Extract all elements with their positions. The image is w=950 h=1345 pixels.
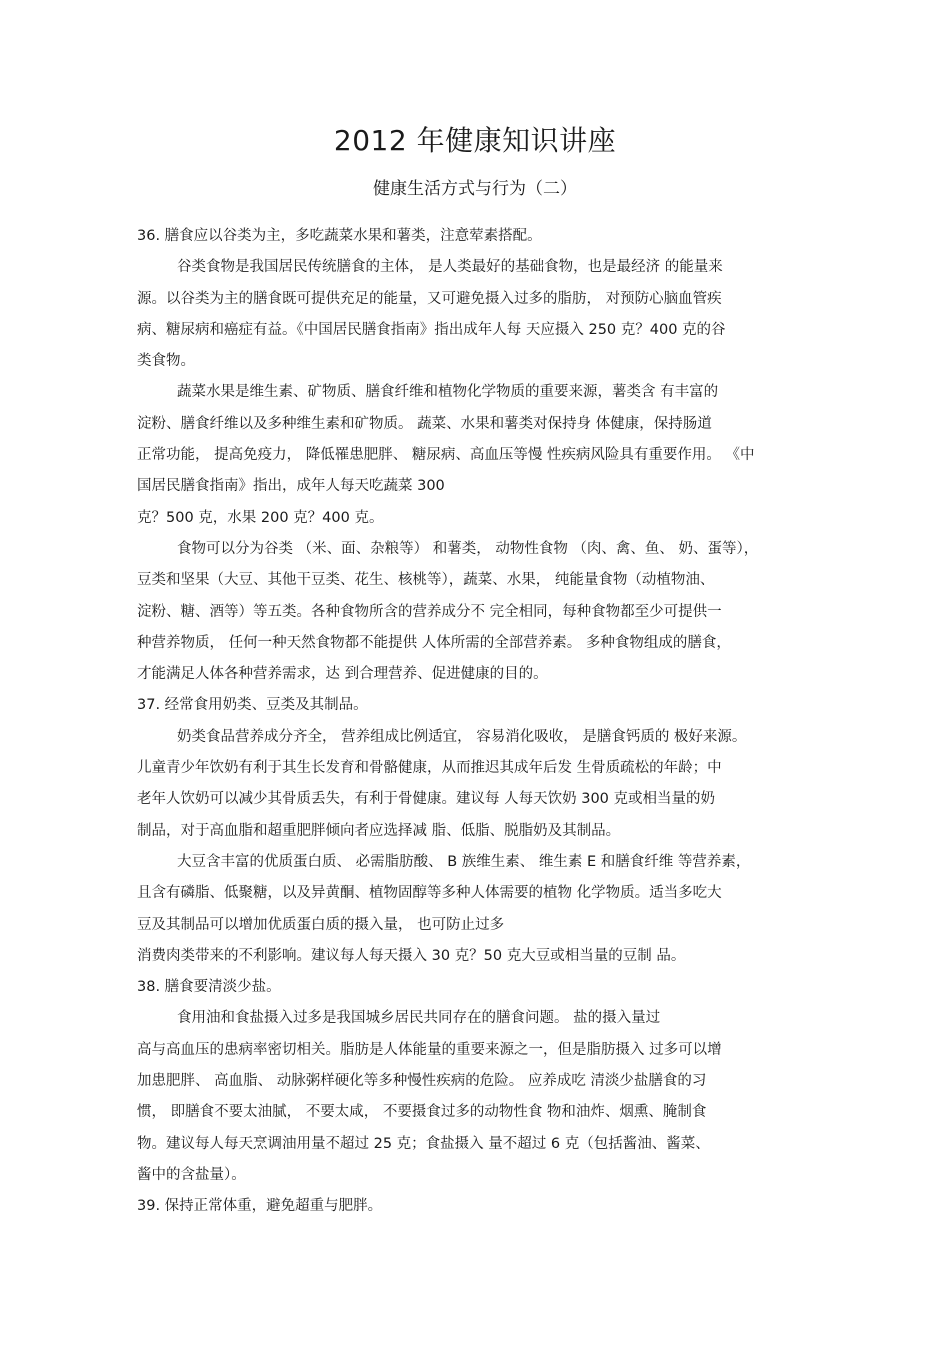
text-line: 种营养物质， 任何一种天然食物都不能提供 人体所需的全部营养素。 多种食物组成的膳食， (137, 634, 731, 651)
text-line: 制品，对于高血脂和超重肥胖倾向者应选择减 脂、低脂、脱脂奶及其制品。 (137, 822, 621, 839)
text-line: 食物可以分为谷类 （米、面、杂粮等） 和薯类， 动物性食物 （肉、禽、鱼、 奶、蛋等）， (177, 540, 759, 557)
text-line: 豆类和坚果（大豆、其他干豆类、花生、核桃等），蔬菜、水果， 纯能量食物（动植物油、 (137, 572, 715, 589)
text-line: 才能满足人体各种营养需求，达 到合理营养、促进健康的目的。 (137, 666, 548, 683)
text-line: 消费肉类带来的不利影响。建议每人每天摄入 30 克？50 克大豆或相当量的豆制 品。 (137, 947, 686, 964)
text-line: 且含有磷脂、低聚糖，以及异黄酮、植物固醇等多种人体需要的植物 化学物质。适当多吃大 (137, 885, 722, 902)
text-line: 加患肥胖、 高血脂、 动脉粥样硬化等多种慢性疾病的危险。 应养成吃 清淡少盐膳食的习 (137, 1073, 707, 1090)
text-line: 酱中的含盐量）。 (137, 1166, 246, 1183)
document-title: 2012 年健康知识讲座 (333, 124, 617, 157)
text-line: 奶类食品营养成分齐全， 营养组成比例适宜， 容易消化吸收， 是膳食钙质的 极好来源。 (177, 728, 747, 745)
text-line: 淀粉、糖、酒等）等五类。各种食物所含的营养成分不 完全相同，每种食物都至少可提供一 (137, 603, 722, 620)
text-line: 豆及其制品可以增加优质蛋白质的摄入量， 也可防止过多 (137, 916, 505, 933)
text-line: 老年人饮奶可以减少其骨质丢失，有利于骨健康。建议每 人每天饮奶 300 克或相当量的奶 (137, 791, 715, 808)
text-line: 儿童青少年饮奶有利于其生长发育和骨骼健康，从而推迟其成年后发 生骨质疏松的年龄；中 (137, 760, 722, 777)
document-body (137, 221, 817, 1223)
text-line: 高与高血压的患病率密切相关。脂肪是人体能量的重要来源之一，但是脂肪摄入 过多可以增 (137, 1041, 722, 1058)
text-line: 36. 膳食应以谷类为主，多吃蔬菜水果和薯类，注意荤素搭配。 (137, 228, 542, 244)
text-line: 淀粉、膳食纤维以及多种维生素和矿物质。 蔬菜、水果和薯类对保持身 体健康，保持肠道 (137, 415, 712, 432)
text-line: 谷类食物是我国居民传统膳食的主体， 是人类最好的基础食物，也是最经济 的能量来 (177, 259, 723, 276)
text-line: 克？500 克，水果 200 克？400 克。 (137, 509, 384, 526)
text-line: 蔬菜水果是维生素、矿物质、膳食纤维和植物化学物质的重要来源，薯类含 有丰富的 (177, 384, 719, 401)
text-line: 正常功能， 提高免疫力， 降低罹患肥胖、 糖尿病、高血压等慢 性疾病风险具有重要作用。 《中 (137, 447, 755, 464)
text-line: 国居民膳食指南》指出，成年人每天吃蔬菜 300 (137, 478, 445, 495)
text-line: 物。建议每人每天烹调油用量不超过 25 克；食盐摄入 量不超过 6 克（包括酱油、酱菜、 (137, 1135, 710, 1152)
text-line: 病、糖尿病和癌症有益。《中国居民膳食指南》指出成年人每 天应摄入 250 克？400 克的谷 (137, 321, 726, 338)
text-line: 惯， 即膳食不要太油腻， 不要太咸， 不要摄食过多的动物性食 物和油炸、烟熏、腌制食 (137, 1104, 707, 1121)
text-line: 大豆含丰富的优质蛋白质、 必需脂肪酸、 B 族维生素、 维生素 E 和膳食纤维 等营养素， (177, 853, 751, 870)
text-line: 39. 保持正常体重，避免超重与肥胖。 (137, 1198, 383, 1215)
text-line: 类食物。 (137, 353, 195, 370)
text-line: 38. 膳食要清淡少盐。 (137, 979, 281, 996)
text-line: 食用油和食盐摄入过多是我国城乡居民共同存在的膳食问题。 盐的摄入量过 (177, 1010, 661, 1027)
text-line: 源。以谷类为主的膳食既可提供充足的能量，又可避免摄入过多的脂肪， 对预防心脑血管疾 (137, 290, 722, 307)
document-subtitle: 健康生活方式与行为（二） (373, 179, 577, 199)
text-line: 37. 经常食用奶类、豆类及其制品。 (137, 697, 368, 714)
